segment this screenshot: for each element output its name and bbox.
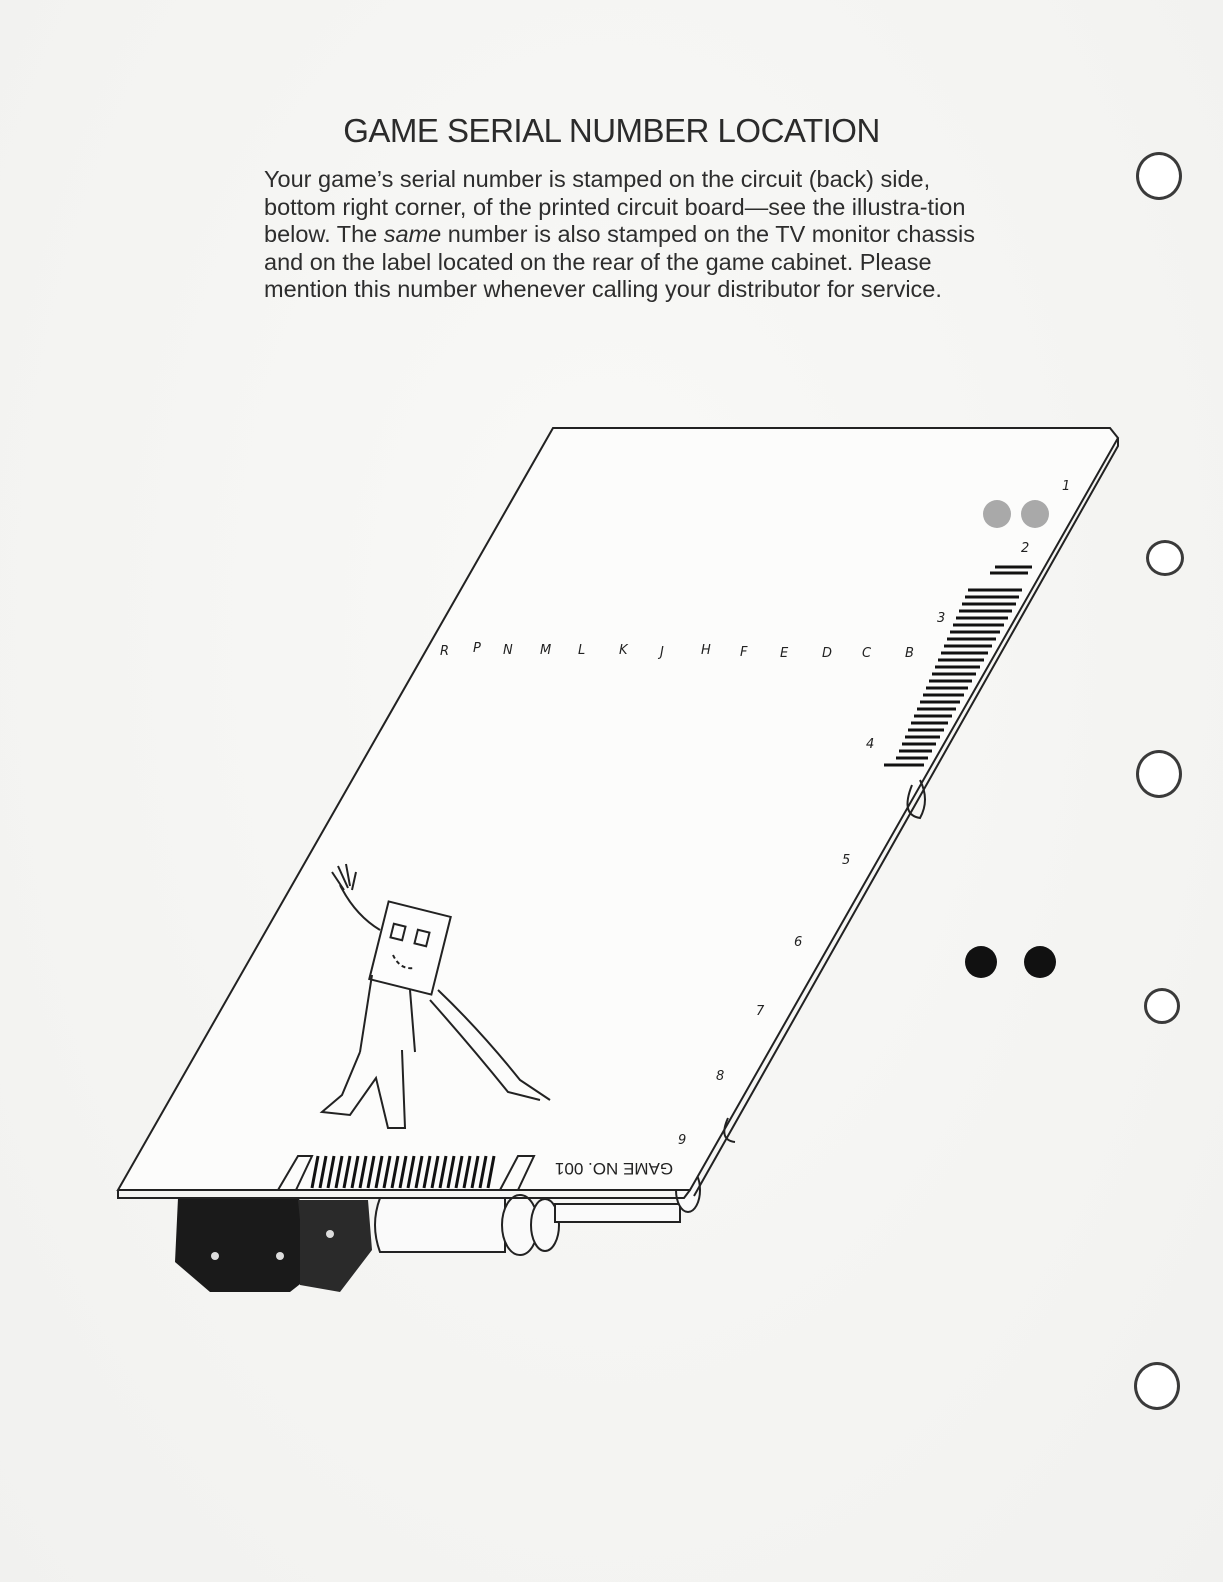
pcb-board xyxy=(118,428,1118,1198)
column-letter: N xyxy=(503,643,513,658)
mount-hole-black-1 xyxy=(965,946,997,978)
mount-hole-black-2 xyxy=(1024,946,1056,978)
edge-number: 5 xyxy=(842,853,851,868)
edge-number: 7 xyxy=(756,1004,765,1019)
column-letter: E xyxy=(780,646,789,661)
column-letter: B xyxy=(905,646,914,661)
column-letter: J xyxy=(660,645,664,660)
paragraph-text-2: number is also stamped on the TV monitor chassis and on the label located on the rear of the game cabinet. Please mention this number whenever calling your distributor for service. xyxy=(264,221,976,303)
paragraph-emphasis: same xyxy=(383,221,442,248)
column-letter: D xyxy=(822,646,833,661)
serial-number-text: GAME NO. 001 xyxy=(554,1159,674,1178)
mount-hole-gray-2 xyxy=(1021,500,1049,528)
column-letter: F xyxy=(740,645,748,660)
column-letter: L xyxy=(578,643,586,658)
serial-number-stamp xyxy=(555,1159,673,1178)
column-letter: R xyxy=(440,644,450,659)
column-letter: P xyxy=(473,641,481,656)
column-letter: C xyxy=(862,646,872,661)
column-letter: M xyxy=(540,643,552,658)
edge-number: 8 xyxy=(716,1069,725,1084)
mount-hole-gray-1 xyxy=(983,500,1011,528)
column-letter: H xyxy=(701,643,711,658)
paragraph-text-1: Your game’s serial number is stamped on the circuit (back) side, bottom right corner, of the printed circuit board—see the illustra-tion below. The xyxy=(264,166,966,248)
page-title: GAME SERIAL NUMBER LOCATION xyxy=(343,112,880,149)
edge-number: 4 xyxy=(866,737,875,752)
underside-connectors xyxy=(175,1198,372,1292)
edge-number: 6 xyxy=(794,935,803,950)
column-letter: K xyxy=(619,643,628,658)
edge-number: 1 xyxy=(1062,479,1071,494)
edge-number: 3 xyxy=(937,611,946,626)
edge-number: 2 xyxy=(1021,541,1030,556)
edge-number: 9 xyxy=(678,1133,687,1148)
